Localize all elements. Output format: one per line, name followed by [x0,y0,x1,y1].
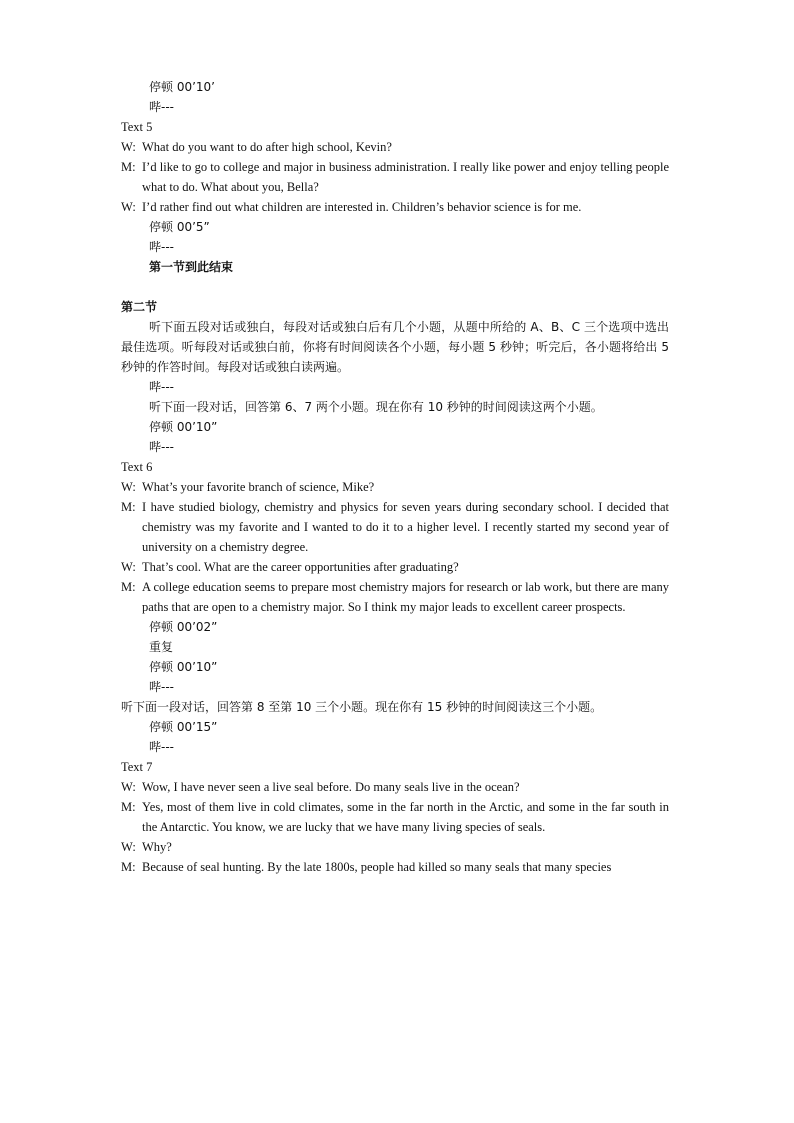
document-page [121,77,669,877]
pause-instruction: 停顿 00’10” [149,420,218,434]
dialogue-line [121,197,669,217]
dialogue-text: I’d rather find out what children are interested in. Children’s behavior science is for me. [142,200,582,214]
text-heading: Text 5 [121,120,153,134]
dialogue-line [121,557,669,577]
dialogue-line [121,477,669,497]
beep-instruction: 哔--- [149,100,174,114]
beep-instruction: 哔--- [149,680,174,694]
dialogue-line [121,837,669,857]
question-instruction: 听下面一段对话，回答第 6、7 两个小题。现在你有 10 秒钟的时间阅读这两个小题。 [149,400,603,414]
pause-instruction: 停顿 00’02” [149,620,218,634]
section-heading: 第二节 [121,300,158,314]
speaker-label: W: [121,140,136,154]
text-heading: Text 7 [121,760,153,774]
dialogue-text: Why? [142,840,172,854]
speaker-label: W: [121,480,136,494]
pause-instruction: 停顿 00’10” [149,660,218,674]
beep-instruction: 哔--- [149,740,174,754]
dialogue-line [121,797,669,837]
dialogue-line [121,577,669,617]
pause-instruction: 停顿 00’10’ [149,80,215,94]
dialogue-text: Wow, I have never seen a live seal before. Do many seals live in the ocean? [142,780,520,794]
text-heading: Text 6 [121,460,153,474]
speaker-label: M: [121,500,136,514]
dialogue-text: A college education seems to prepare most chemistry majors for research or lab work, but there are many paths that are open to a chemistry major. So I think my major leads to excellent career prospects. [142,580,669,614]
beep-instruction: 哔--- [149,240,174,254]
speaker-label: W: [121,200,136,214]
dialogue-text: Yes, most of them live in cold climates, some in the far north in the Arctic, and some in the far south in the Antarctic. You know, we are lucky that we have many living species of seals. [142,800,669,834]
dialogue-line [121,777,669,797]
dialogue-text: Because of seal hunting. By the late 1800s, people had killed so many seals that many species [142,860,612,874]
dialogue-text: I have studied biology, chemistry and physics for seven years during secondary school. I decided that chemistry was my favorite and I wanted to do it to a higher level. I recently started my second year of university on a chemistry degree. [142,500,669,554]
question-instruction: 听下面一段对话，回答第 8 至第 10 三个小题。现在你有 15 秒钟的时间阅读这三个小题。 [121,700,603,714]
dialogue-text: What do you want to do after high school, Kevin? [142,140,392,154]
section-instructions: 听下面五段对话或独白，每段对话或独白后有几个小题，从题中所给的 A、B、C 三个选项中选出最佳选项。听每段对话或独白前，你将有时间阅读各个小题，每小题 5 秒钟；听完后，各小题将给出 5 秒钟的作答时间。每段对话或独白读两遍。 [121,320,669,374]
speaker-label: M: [121,160,136,174]
dialogue-line [121,857,669,877]
repeat-instruction: 重复 [149,640,174,654]
pause-instruction: 停顿 00’5” [149,220,210,234]
speaker-label: M: [121,800,136,814]
section-end-note: 第一节到此结束 [149,260,234,274]
speaker-label: M: [121,580,136,594]
beep-instruction: 哔--- [149,440,174,454]
speaker-label: W: [121,780,136,794]
dialogue-text: I’d like to go to college and major in business administration. I really like power and enjoy telling people what to do. What about you, Bella? [142,160,669,194]
beep-instruction: 哔--- [149,380,174,394]
dialogue-text: What’s your favorite branch of science, Mike? [142,480,375,494]
pause-instruction: 停顿 00’15” [149,720,218,734]
dialogue-line [121,497,669,557]
speaker-label: W: [121,560,136,574]
dialogue-text: That’s cool. What are the career opportunities after graduating? [142,560,459,574]
dialogue-line [121,157,669,197]
dialogue-line [121,137,669,157]
speaker-label: M: [121,860,136,874]
speaker-label: W: [121,840,136,854]
spacer [121,277,669,297]
